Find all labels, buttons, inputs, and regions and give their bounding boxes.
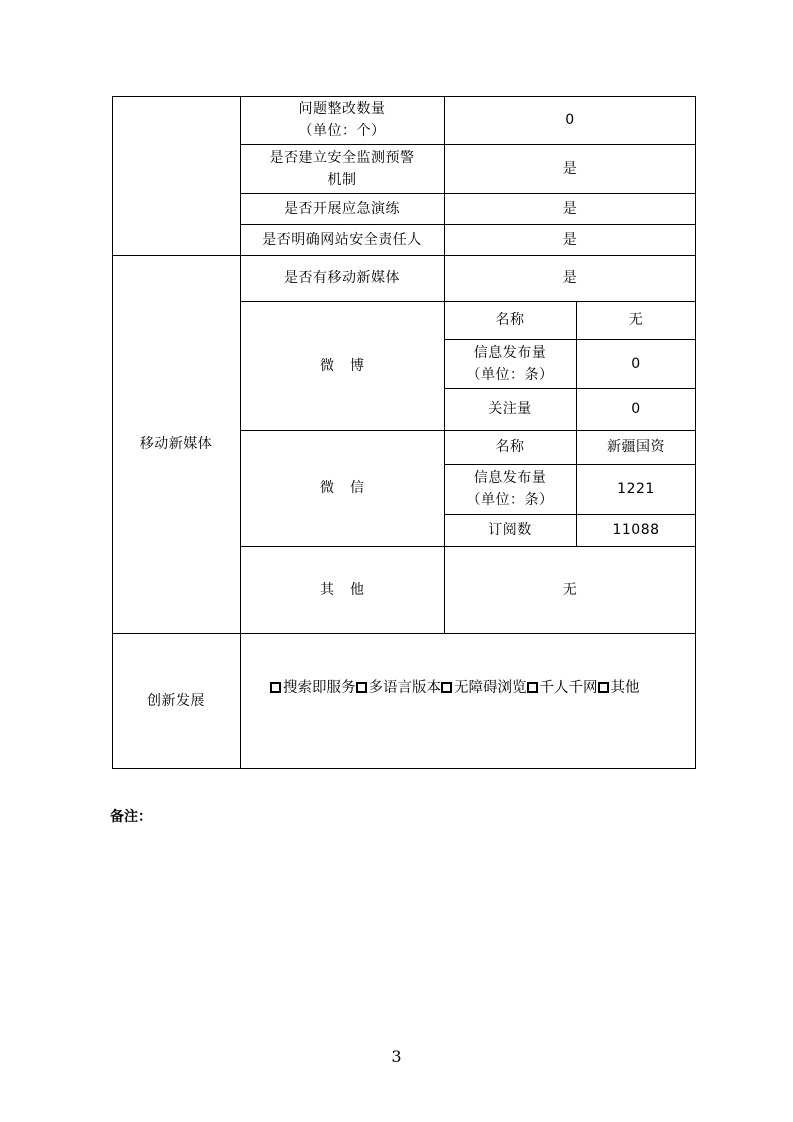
security-owner-label: 是否明确网站安全责任人 (262, 231, 422, 248)
divider (240, 224, 696, 225)
wechat-label: 微信 (320, 480, 380, 496)
wechat-subs-label: 订阅数 (488, 522, 532, 538)
wechat-posts-value: 1221 (617, 481, 655, 497)
divider (444, 96, 445, 633)
innovation-option[interactable]: 千人千网 (527, 677, 598, 699)
weibo-posts-value: 0 (631, 355, 641, 372)
innovation-option[interactable]: 搜索即服务 (270, 677, 356, 699)
emergency-drill-label: 是否开展应急演练 (284, 200, 400, 217)
divider (112, 633, 696, 634)
has-mobile-media-value: 是 (562, 270, 578, 286)
security-owner-value: 是 (562, 231, 578, 248)
report-table (112, 96, 696, 769)
has-mobile-media-label: 是否有移动新媒体 (284, 270, 400, 286)
page-number: 3 (391, 1047, 402, 1066)
divider (576, 301, 577, 546)
innovation-option[interactable]: 其他 (598, 677, 640, 699)
innovation-label: 创新发展 (147, 693, 205, 709)
remarks-label: 备注： (110, 809, 152, 825)
weibo-name-value: 无 (628, 312, 644, 328)
warning-mechanism-label: 是否建立安全监测预警 机制 (269, 149, 415, 188)
wechat-name-value: 新疆国资 (607, 439, 665, 455)
weibo-followers-label: 关注量 (488, 401, 532, 417)
divider (444, 339, 696, 340)
table-border (112, 96, 696, 769)
innovation-option[interactable]: 多语言版本 (356, 677, 442, 699)
innovation-option[interactable]: 无障碍浏览 (441, 677, 527, 699)
weibo-posts-label: 信息发布量 （单位：条） (466, 344, 554, 383)
divider (240, 301, 696, 302)
other-media-value: 无 (562, 581, 578, 598)
divider (240, 96, 241, 769)
mobile-media-section-label: 移动新媒体 (139, 436, 213, 452)
other-media-label: 其他 (320, 581, 380, 598)
divider (444, 388, 696, 389)
wechat-subs-value: 11088 (612, 522, 660, 538)
divider (240, 193, 696, 194)
rectify-count-label: 问题整改数量 （单位：个） (298, 101, 386, 139)
divider (112, 255, 696, 256)
warning-mechanism-value: 是 (562, 160, 578, 177)
wechat-posts-label: 信息发布量 （单位：条） (466, 470, 554, 508)
divider (240, 546, 696, 547)
wechat-name-label: 名称 (495, 439, 525, 455)
divider (240, 144, 696, 145)
weibo-label: 微博 (320, 357, 380, 374)
divider (444, 514, 696, 515)
weibo-name-label: 名称 (495, 312, 525, 328)
weibo-followers-value: 0 (631, 401, 641, 417)
divider (240, 430, 696, 431)
emergency-drill-value: 是 (562, 200, 578, 217)
divider (444, 464, 696, 465)
rectify-count-value: 0 (565, 112, 575, 128)
